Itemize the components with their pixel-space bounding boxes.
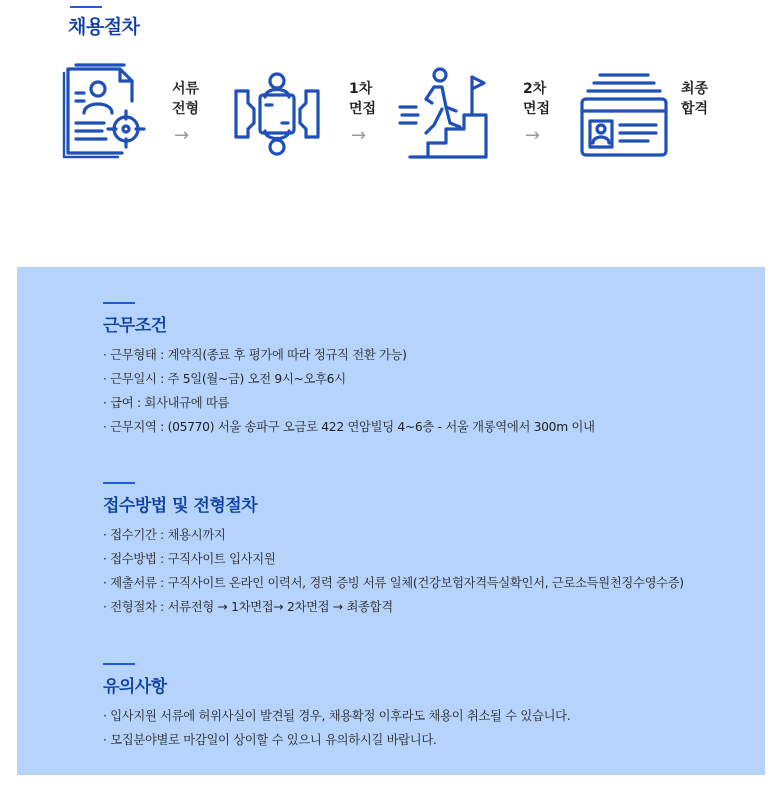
hiring-steps: [0, 55, 776, 165]
work-conditions-list: [103, 343, 595, 439]
notes-title: 유의사항: [103, 677, 167, 697]
climbing-stairs-flag-icon: [398, 67, 492, 159]
list-item: · 급여 : 회사내규에 따름: [103, 396, 230, 410]
application-title: 접수방법 및 전형절차: [103, 496, 258, 516]
list-item: · 모집분야별로 마감일이 상이할 수 있으니 유의하시길 바랍니다.: [103, 733, 437, 747]
list-item: · 근무일시 : 주 5일(월~금) 오전 9시~오후6시: [103, 372, 346, 386]
id-card-icon: [578, 71, 670, 159]
step-arrow: →: [525, 125, 541, 146]
step-arrow: →: [174, 125, 190, 146]
step-arrow: →: [351, 125, 367, 146]
work-conditions-accent-line: [103, 302, 135, 304]
step-label-line2: 합격: [681, 101, 709, 117]
step-label-second-interview: [523, 79, 550, 119]
list-item: · 전형절차 : 서류전형 → 1차면접→ 2차면접 → 최종합격: [103, 600, 393, 614]
step-label-line2: 면접: [349, 101, 377, 117]
info-panel: [17, 267, 765, 775]
notes-list: [103, 704, 570, 752]
list-item: · 근무형태 : 계약직(종료 후 평가에 따라 정규직 전환 가능): [103, 348, 407, 362]
list-item: · 접수방법 : 구직사이트 입사지원: [103, 552, 276, 566]
step-label-line2: 면접: [523, 101, 551, 117]
step-label-line1: 최종: [681, 81, 709, 97]
hiring-process-title: 채용절차: [68, 16, 140, 38]
hiring-title-accent-line: [70, 6, 102, 8]
step-label-first-interview: [349, 79, 376, 119]
step-label-line1: 서류: [172, 81, 200, 97]
step-label-line1: 2차: [523, 81, 547, 97]
step-label-line2: 전형: [172, 101, 200, 117]
interview-meeting-icon: [232, 69, 322, 159]
list-item: · 접수기간 : 채용시까지: [103, 528, 226, 542]
step-label-line1: 1차: [349, 81, 373, 97]
list-item: · 입사지원 서류에 허위사실이 발견될 경우, 채용확정 이후라도 채용이 취소될 수 있습니다.: [103, 709, 571, 723]
notes-accent-line: [103, 663, 135, 665]
step-label-final-pass: [681, 79, 708, 119]
work-conditions-title: 근무조건: [103, 316, 167, 336]
list-item: · 제출서류 : 구직사이트 온라인 이력서, 경력 증빙 서류 일체(건강보험자격득실확인서, 근로소득원천징수영수증): [103, 576, 684, 590]
application-list: [103, 523, 684, 619]
document-resume-icon: [62, 61, 148, 161]
application-accent-line: [103, 482, 135, 484]
list-item: · 근무지역 : (05770) 서울 송파구 오금로 422 연암빌딩 4~6층 - 서울 개롱역에서 300m 이내: [103, 420, 595, 434]
step-label-document: [172, 79, 199, 119]
